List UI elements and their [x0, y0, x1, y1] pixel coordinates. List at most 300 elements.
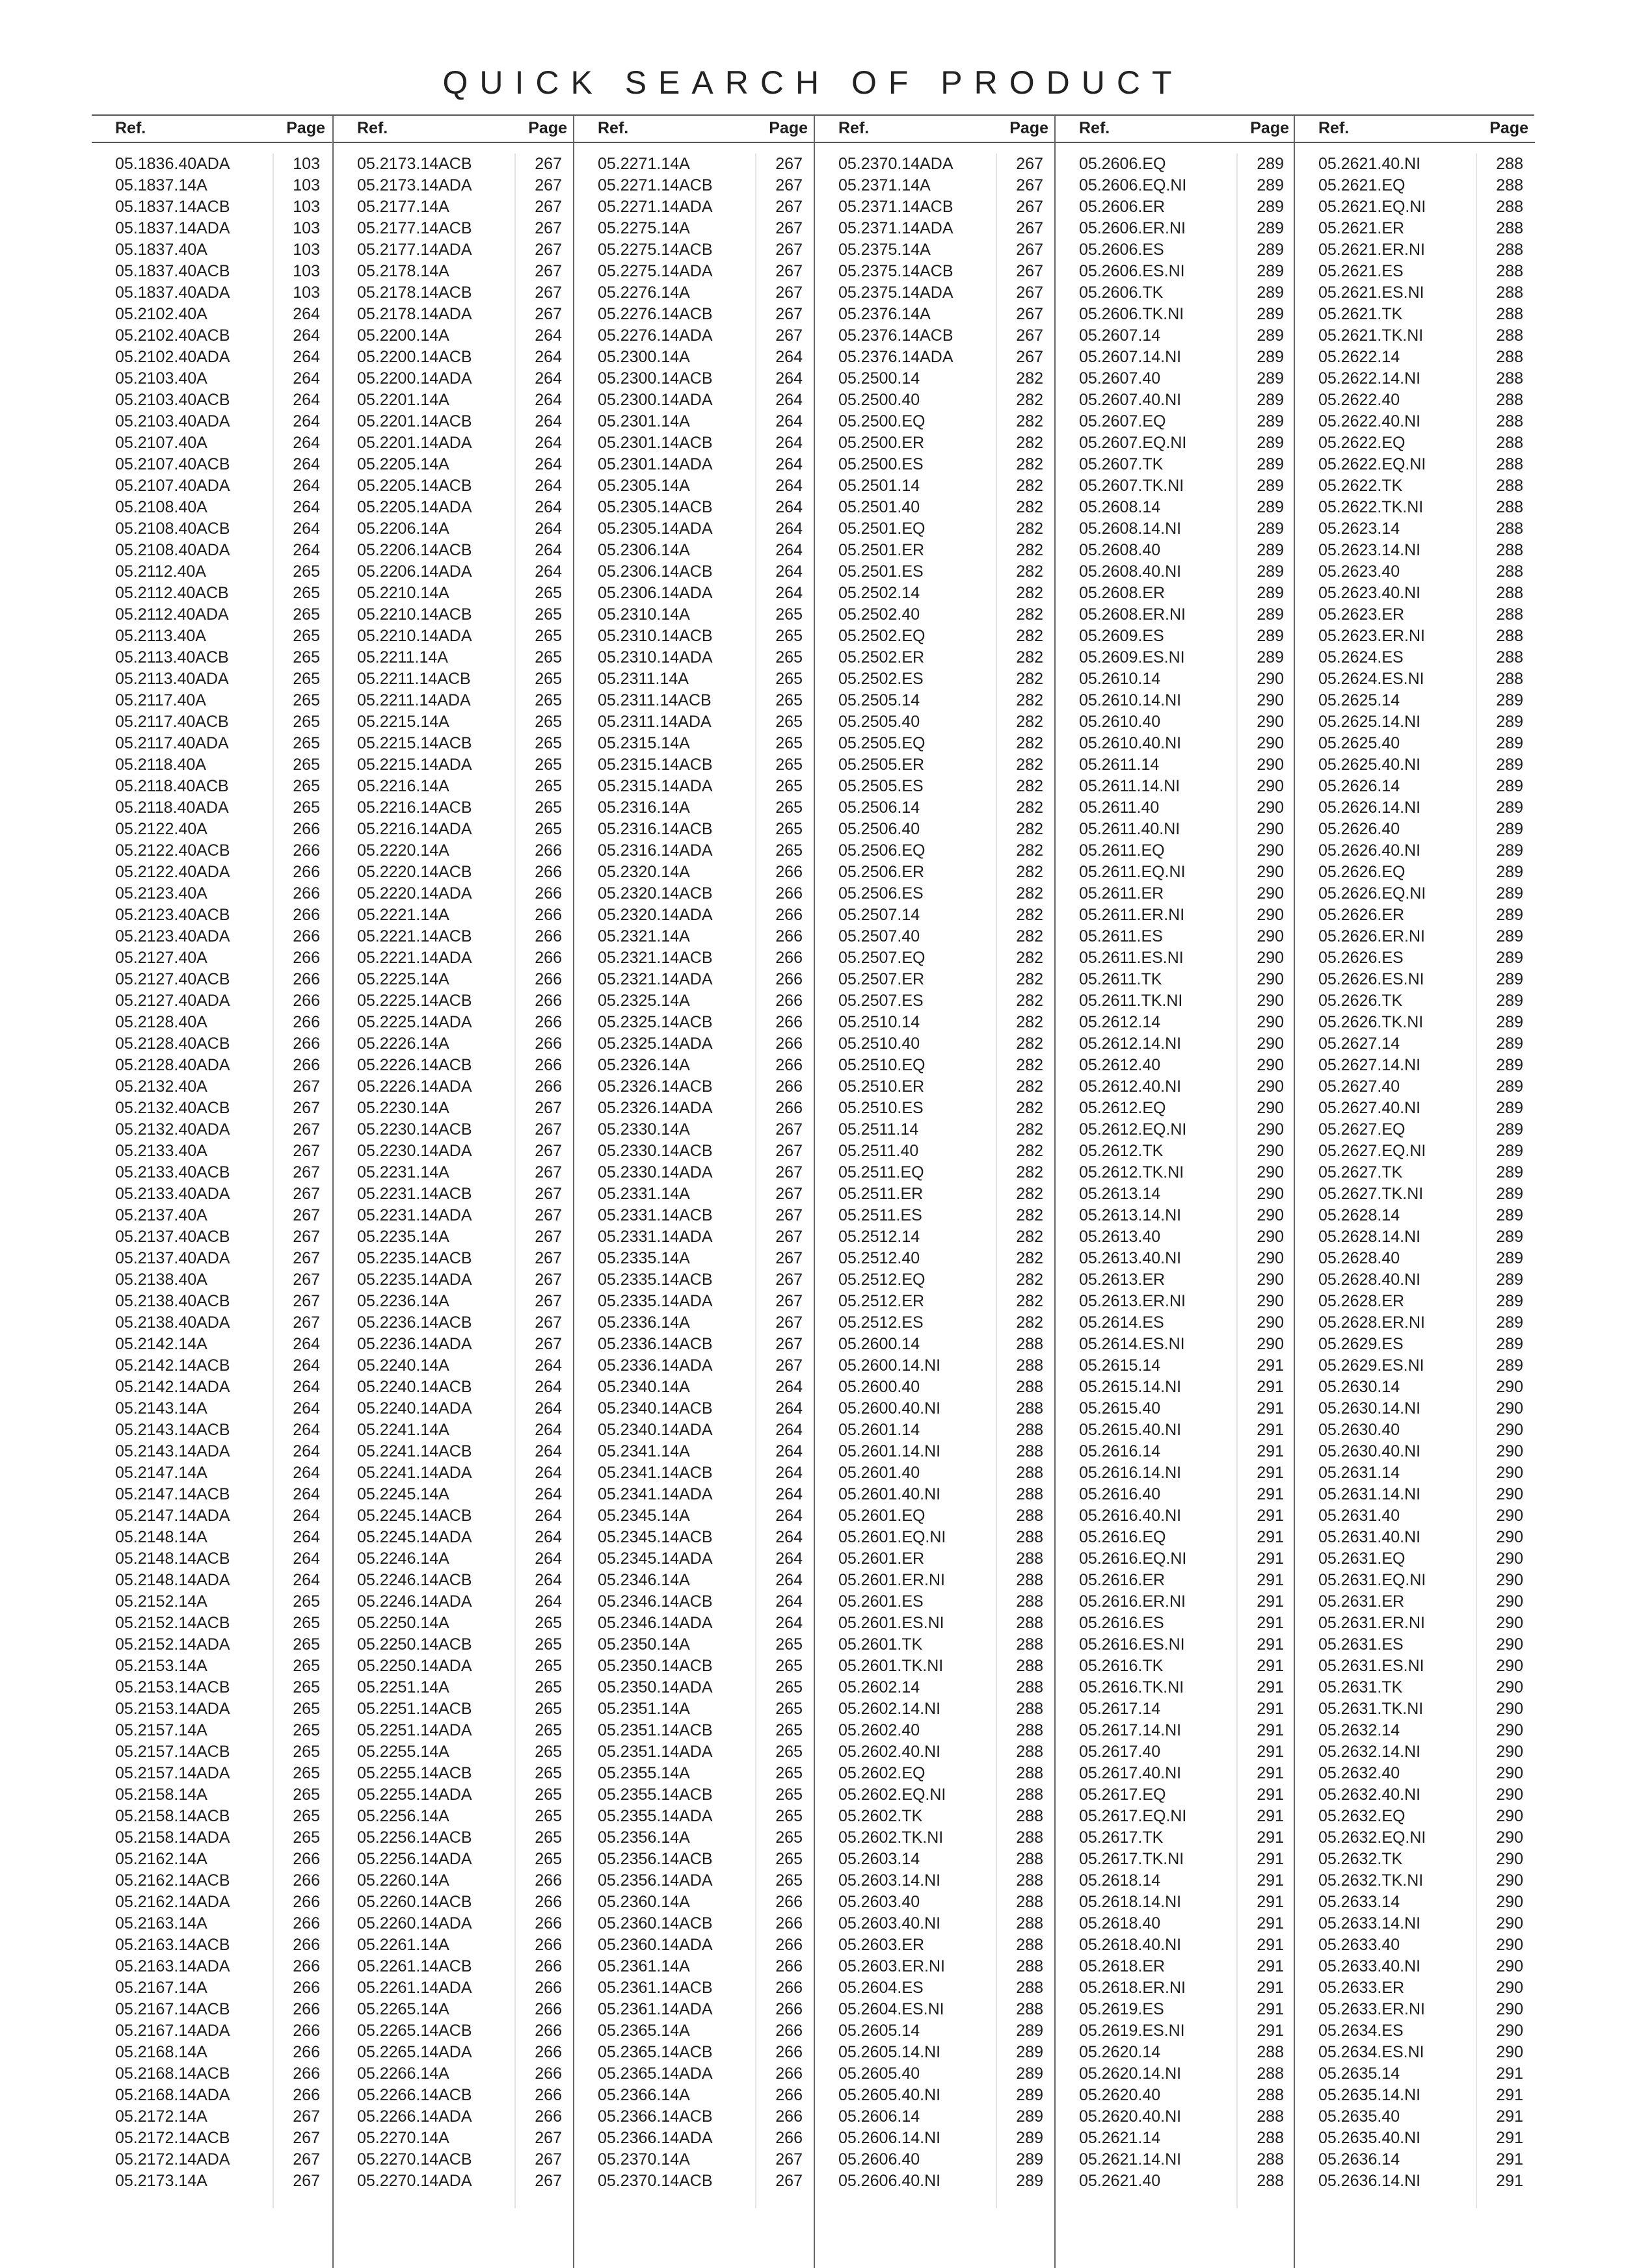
page-cell: 291: [1496, 2172, 1523, 2190]
table-row: [92, 1398, 332, 1419]
table-row: [1295, 1141, 1535, 1162]
table-row: [815, 1634, 1055, 1655]
ref-cell: 05.2271.14ACB: [598, 176, 713, 194]
page-cell: 264: [293, 1485, 320, 1503]
table-row: [1295, 2128, 1535, 2149]
table-row: [815, 1226, 1055, 1248]
page-cell: 288: [1496, 627, 1523, 645]
ref-cell: 05.2355.14ACB: [598, 1786, 713, 1804]
page-cell: 266: [535, 970, 562, 988]
ref-cell: 05.2600.14: [838, 1335, 920, 1353]
ref-cell: 05.2356.14ACB: [598, 1850, 713, 1868]
table-row: [92, 1226, 332, 1248]
table-row: [92, 1441, 332, 1462]
ref-cell: 05.2623.40: [1318, 562, 1400, 581]
table-row: [815, 969, 1055, 990]
table-row: [815, 454, 1055, 475]
page-cell: 266: [775, 2043, 803, 2061]
page-cell: 267: [293, 1292, 320, 1310]
page-cell: 267: [775, 198, 803, 216]
ref-cell: 05.2616.14.NI: [1079, 1464, 1182, 1482]
ref-cell: 05.2310.14ADA: [598, 648, 713, 666]
table-row: [334, 1999, 574, 2020]
table-row: [334, 1870, 574, 1892]
ref-cell: 05.2260.14ACB: [357, 1893, 472, 1911]
table-row: [815, 647, 1055, 668]
table-row: [1056, 218, 1296, 239]
table-row: [574, 969, 814, 990]
page-cell: 264: [293, 1528, 320, 1546]
page-cell: 264: [535, 348, 562, 366]
table-row: [574, 1076, 814, 1098]
ref-cell: 05.2627.14.NI: [1318, 1056, 1421, 1074]
page-cell: 288: [1016, 1421, 1043, 1439]
table-row: [815, 690, 1055, 711]
page-cell: 289: [1496, 1120, 1523, 1139]
ref-cell: 05.2300.14A: [598, 348, 690, 366]
page-cell: 288: [1496, 498, 1523, 516]
page-cell: 291: [1257, 1356, 1284, 1375]
page-cell: 267: [293, 1271, 320, 1289]
ref-cell: 05.2623.40.NI: [1318, 584, 1421, 602]
ref-cell: 05.2626.TK.NI: [1318, 1013, 1424, 1031]
table-row: [574, 1033, 814, 1055]
table-row: [1056, 1419, 1296, 1441]
table-row: [1295, 1956, 1535, 1977]
page-cell: 289: [1496, 691, 1523, 709]
table-row: [815, 1934, 1055, 1956]
table-row: [1295, 304, 1535, 325]
ref-cell: 05.2245.14A: [357, 1485, 449, 1503]
page-cell: 290: [1257, 1249, 1284, 1267]
page-cell: 290: [1257, 863, 1284, 881]
ref-cell: 05.2310.14ACB: [598, 627, 713, 645]
page-cell: 103: [293, 219, 320, 237]
page-cell: 264: [293, 369, 320, 388]
table-row: [92, 1999, 332, 2020]
ref-cell: 05.2601.EQ: [838, 1507, 926, 1525]
page-cell: 264: [775, 369, 803, 388]
ref-cell: 05.2616.EQ.NI: [1079, 1549, 1187, 1568]
page-cell: 282: [1016, 691, 1043, 709]
page-cell: 291: [1257, 1721, 1284, 1739]
table-row: [815, 711, 1055, 733]
page-cell: 266: [775, 1936, 803, 1954]
page-cell: 266: [535, 2022, 562, 2040]
column-header: [92, 116, 332, 143]
page-cell: 265: [293, 1807, 320, 1825]
table-row: [92, 1634, 332, 1655]
table-row: [1295, 904, 1535, 926]
ref-cell: 05.2163.14A: [115, 1914, 207, 1932]
ref-cell: 05.2152.14ACB: [115, 1614, 230, 1632]
ref-cell: 05.2623.ER: [1318, 605, 1405, 624]
page-cell: 289: [1257, 241, 1284, 259]
page-cell: 291: [1257, 2022, 1284, 2040]
row-list: [574, 153, 814, 2192]
table-row: [334, 2128, 574, 2149]
ref-cell: 05.2226.14ACB: [357, 1056, 472, 1074]
table-row: [92, 1977, 332, 1999]
table-row: [1056, 1269, 1296, 1291]
ref-cell: 05.2620.14.NI: [1079, 2064, 1182, 2083]
ref-cell: 05.2620.40.NI: [1079, 2107, 1182, 2126]
ref-cell: 05.2236.14ADA: [357, 1335, 472, 1353]
ref-cell: 05.2230.14A: [357, 1099, 449, 1117]
page-cell: 288: [1016, 1807, 1043, 1825]
index-column: [814, 116, 1055, 2268]
table-row: [1056, 1162, 1296, 1183]
ref-cell: 05.2622.40.NI: [1318, 412, 1421, 430]
table-row: [1295, 1977, 1535, 1999]
ref-cell: 05.2608.40: [1079, 541, 1161, 559]
ref-cell: 05.2617.40.NI: [1079, 1764, 1182, 1782]
ref-cell: 05.2345.14ADA: [598, 1549, 713, 1568]
page-cell: 290: [1257, 734, 1284, 752]
table-row: [1295, 1999, 1535, 2020]
page-cell: 267: [1016, 176, 1043, 194]
ref-cell: 05.2366.14ACB: [598, 2107, 713, 2126]
page-cell: 291: [1496, 2129, 1523, 2147]
page-cell: 282: [1016, 1271, 1043, 1289]
page-cell: 289: [1257, 219, 1284, 237]
table-row: [1295, 1462, 1535, 1484]
page-cell: 289: [1496, 949, 1523, 967]
table-row: [574, 1527, 814, 1548]
table-row: [1056, 1398, 1296, 1419]
table-row: [574, 776, 814, 797]
table-row: [1295, 432, 1535, 454]
page-cell: 264: [775, 455, 803, 473]
page-cell: 265: [775, 1635, 803, 1654]
page-cell: 282: [1016, 412, 1043, 430]
table-row: [334, 282, 574, 304]
page-cell: 291: [1257, 1700, 1284, 1718]
table-row: [334, 711, 574, 733]
ref-cell: 05.2132.40ADA: [115, 1120, 230, 1139]
page-cell: 290: [1257, 777, 1284, 795]
ref-cell: 05.2631.40.NI: [1318, 1528, 1421, 1546]
ref-cell: 05.2600.40: [838, 1378, 920, 1396]
ref-cell: 05.2621.14: [1079, 2129, 1161, 2147]
page-cell: 290: [1496, 1592, 1523, 1611]
ref-cell: 05.2616.TK: [1079, 1657, 1164, 1675]
ref-cell: 05.2625.14.NI: [1318, 713, 1421, 731]
page-cell: 267: [535, 1185, 562, 1203]
table-row: [815, 218, 1055, 239]
table-row: [1295, 153, 1535, 175]
table-row: [334, 1441, 574, 1462]
page-cell: 264: [775, 1614, 803, 1632]
page-header: Page: [769, 119, 808, 137]
page-cell: 264: [775, 562, 803, 581]
page-cell: 291: [1496, 2150, 1523, 2169]
table-row: [1056, 1076, 1296, 1098]
ref-cell: 05.2510.40: [838, 1035, 920, 1053]
ref-cell: 05.2625.40.NI: [1318, 756, 1421, 774]
ref-cell: 05.2500.EQ: [838, 412, 926, 430]
ref-cell: 05.2622.TK.NI: [1318, 498, 1424, 516]
page-cell: 265: [293, 1678, 320, 1696]
table-row: [334, 196, 574, 218]
ref-cell: 05.2512.ER: [838, 1292, 925, 1310]
ref-cell: 05.2163.14ACB: [115, 1936, 230, 1954]
page-cell: 290: [1257, 1056, 1284, 1074]
table-row: [334, 1505, 574, 1527]
table-row: [334, 583, 574, 604]
page-cell: 266: [535, 927, 562, 945]
ref-cell: 05.2635.40: [1318, 2107, 1400, 2126]
page-cell: 265: [775, 1786, 803, 1804]
ref-cell: 05.2311.14ACB: [598, 691, 712, 709]
table-row: [334, 668, 574, 690]
page-cell: 267: [1016, 241, 1043, 259]
page-cell: 267: [775, 1335, 803, 1353]
table-row: [334, 1012, 574, 1033]
ref-cell: 05.2602.EQ: [838, 1764, 926, 1782]
ref-cell: 05.2601.EQ.NI: [838, 1528, 946, 1546]
table-row: [1295, 1870, 1535, 1892]
table-row: [92, 604, 332, 626]
ref-cell: 05.2621.ES.NI: [1318, 284, 1424, 302]
ref-cell: 05.2103.40A: [115, 369, 207, 388]
ref-cell: 05.2325.14ACB: [598, 1013, 713, 1031]
table-row: [1056, 1741, 1296, 1763]
page-cell: 291: [1257, 1743, 1284, 1761]
page-cell: 288: [1016, 1871, 1043, 1890]
ref-cell: 05.2350.14A: [598, 1635, 690, 1654]
table-row: [1295, 626, 1535, 647]
ref-cell: 05.2626.EQ.NI: [1318, 884, 1426, 903]
page-cell: 267: [535, 2129, 562, 2147]
table-row: [92, 647, 332, 668]
page-cell: 267: [1016, 305, 1043, 323]
table-row: [1056, 1505, 1296, 1527]
page-cell: 265: [293, 798, 320, 817]
page-cell: 265: [293, 648, 320, 666]
table-row: [92, 1419, 332, 1441]
ref-cell: 05.2133.40A: [115, 1142, 207, 1160]
table-row: [1295, 1934, 1535, 1956]
ref-cell: 05.2633.ER: [1318, 1979, 1405, 1997]
ref-cell: 05.2506.40: [838, 820, 920, 838]
ref-cell: 05.2602.40.NI: [838, 1743, 941, 1761]
table-row: [574, 368, 814, 389]
page-cell: 266: [293, 2000, 320, 2018]
ref-cell: 05.2600.14.NI: [838, 1356, 941, 1375]
table-row: [1295, 1698, 1535, 1720]
table-row: [92, 1055, 332, 1076]
page-cell: 290: [1257, 1099, 1284, 1117]
ref-cell: 05.2241.14ADA: [357, 1464, 472, 1482]
ref-cell: 05.2301.14A: [598, 412, 690, 430]
page-cell: 264: [293, 1378, 320, 1396]
page-cell: 282: [1016, 541, 1043, 559]
ref-cell: 05.2505.14: [838, 691, 920, 709]
ref-cell: 05.2138.40ADA: [115, 1313, 230, 1332]
table-row: [574, 175, 814, 196]
ref-cell: 05.2216.14A: [357, 777, 449, 795]
page-cell: 288: [1016, 1528, 1043, 1546]
table-row: [574, 1634, 814, 1655]
table-row: [334, 969, 574, 990]
table-row: [334, 947, 574, 969]
ref-cell: 05.2507.ES: [838, 992, 924, 1010]
page-cell: 267: [535, 155, 562, 173]
page-cell: 288: [1257, 2129, 1284, 2147]
table-row: [92, 1763, 332, 1784]
page-cell: 288: [1016, 1335, 1043, 1353]
page-cell: 282: [1016, 1206, 1043, 1224]
table-row: [92, 1033, 332, 1055]
ref-cell: 05.2330.14A: [598, 1120, 690, 1139]
table-row: [1056, 347, 1296, 368]
table-row: [334, 497, 574, 518]
page-cell: 288: [1016, 1979, 1043, 1997]
table-row: [92, 969, 332, 990]
table-row: [574, 475, 814, 497]
ref-cell: 05.2607.EQ: [1079, 412, 1166, 430]
table-row: [574, 304, 814, 325]
ref-cell: 05.2200.14A: [357, 326, 449, 345]
page-cell: 288: [1496, 562, 1523, 581]
page-cell: 289: [1496, 713, 1523, 731]
page-cell: 264: [775, 434, 803, 452]
ref-cell: 05.2366.14A: [598, 2086, 690, 2104]
table-row: [1056, 475, 1296, 497]
table-row: [815, 1119, 1055, 1141]
ref-cell: 05.2620.14: [1079, 2043, 1161, 2061]
page-cell: 288: [1016, 1485, 1043, 1503]
page-cell: 282: [1016, 562, 1043, 581]
table-row: [1056, 2020, 1296, 2042]
ref-cell: 05.2336.14ADA: [598, 1356, 713, 1375]
table-row: [574, 1419, 814, 1441]
ref-cell: 05.2617.EQ.NI: [1079, 1807, 1187, 1825]
table-row: [334, 1183, 574, 1205]
table-row: [334, 1033, 574, 1055]
page-cell: 290: [1257, 927, 1284, 945]
page-cell: 290: [1496, 2043, 1523, 2061]
table-row: [1056, 282, 1296, 304]
page-cell: 266: [775, 970, 803, 988]
ref-cell: 05.2301.14ACB: [598, 434, 713, 452]
table-row: [1056, 1548, 1296, 1570]
table-row: [574, 1162, 814, 1183]
table-row: [92, 1312, 332, 1334]
page-cell: 265: [293, 562, 320, 581]
table-row: [1295, 1269, 1535, 1291]
page-cell: 267: [775, 326, 803, 345]
ref-cell: 05.2206.14A: [357, 520, 449, 538]
page-cell: 267: [1016, 326, 1043, 345]
table-row: [1056, 1591, 1296, 1613]
page-cell: 266: [775, 927, 803, 945]
table-row: [1056, 411, 1296, 432]
ref-cell: 05.2501.40: [838, 498, 920, 516]
ref-cell: 05.2631.EQ: [1318, 1549, 1406, 1568]
ref-cell: 05.2355.14A: [598, 1764, 690, 1782]
ref-cell: 05.2123.40ADA: [115, 927, 230, 945]
table-row: [1295, 1591, 1535, 1613]
ref-cell: 05.2137.40ADA: [115, 1249, 230, 1267]
page-header: Page: [286, 119, 325, 137]
ref-cell: 05.2320.14ADA: [598, 906, 713, 924]
table-row: [815, 389, 1055, 411]
ref-cell: 05.2225.14ACB: [357, 992, 472, 1010]
ref-cell: 05.2225.14ADA: [357, 1013, 472, 1031]
ref-cell: 05.2511.14: [838, 1120, 919, 1139]
ref-cell: 05.2138.40A: [115, 1271, 207, 1289]
ref-cell: 05.2613.ER.NI: [1079, 1292, 1186, 1310]
table-row: [334, 1591, 574, 1613]
page-cell: 289: [1257, 176, 1284, 194]
table-row: [92, 2020, 332, 2042]
table-row: [1295, 819, 1535, 840]
ref-cell: 05.2200.14ACB: [357, 348, 472, 366]
ref-cell: 05.2255.14ACB: [357, 1764, 472, 1782]
ref-cell: 05.2113.40ADA: [115, 670, 229, 688]
table-row: [1295, 1119, 1535, 1141]
page-cell: 264: [535, 477, 562, 495]
page-cell: 267: [535, 176, 562, 194]
row-list: [1295, 153, 1535, 2192]
table-row: [815, 2063, 1055, 2085]
page-cell: 291: [1257, 1957, 1284, 1975]
ref-cell: 05.2153.14ADA: [115, 1700, 230, 1718]
table-row: [574, 1999, 814, 2020]
page-cell: 266: [293, 1850, 320, 1868]
table-row: [1056, 776, 1296, 797]
table-row: [1295, 776, 1535, 797]
page-cell: 290: [1257, 1035, 1284, 1053]
page-cell: 264: [293, 1442, 320, 1460]
page-cell: 264: [535, 391, 562, 409]
page-cell: 289: [1496, 884, 1523, 903]
ref-cell: 05.2630.40: [1318, 1421, 1400, 1439]
table-row: [1056, 969, 1296, 990]
ref-cell: 05.2220.14A: [357, 841, 449, 860]
ref-cell: 05.2622.EQ: [1318, 434, 1406, 452]
ref-cell: 05.2163.14ADA: [115, 1957, 230, 1975]
table-row: [574, 1977, 814, 1999]
page-cell: 267: [775, 1292, 803, 1310]
ref-cell: 05.2612.40: [1079, 1056, 1161, 1074]
page-cell: 289: [1257, 326, 1284, 345]
table-row: [815, 668, 1055, 690]
ref-cell: 05.2335.14ACB: [598, 1271, 713, 1289]
table-row: [92, 2063, 332, 2085]
page-cell: 266: [775, 1013, 803, 1031]
table-row: [1295, 990, 1535, 1012]
ref-cell: 05.2316.14ACB: [598, 820, 713, 838]
ref-cell: 05.2629.ES: [1318, 1335, 1404, 1353]
table-row: [1056, 2128, 1296, 2149]
ref-cell: 05.2605.40.NI: [838, 2086, 941, 2104]
page-cell: 264: [775, 1592, 803, 1611]
table-row: [1056, 2042, 1296, 2063]
table-row: [92, 2149, 332, 2170]
page-cell: 289: [1496, 756, 1523, 774]
table-row: [334, 389, 574, 411]
table-row: [334, 1098, 574, 1119]
table-row: [92, 1934, 332, 1956]
page-cell: 264: [775, 1571, 803, 1589]
ref-cell: 05.2305.14A: [598, 477, 690, 495]
ref-cell: 05.2147.14A: [115, 1464, 207, 1482]
table-row: [1295, 1570, 1535, 1591]
table-row: [574, 1098, 814, 1119]
